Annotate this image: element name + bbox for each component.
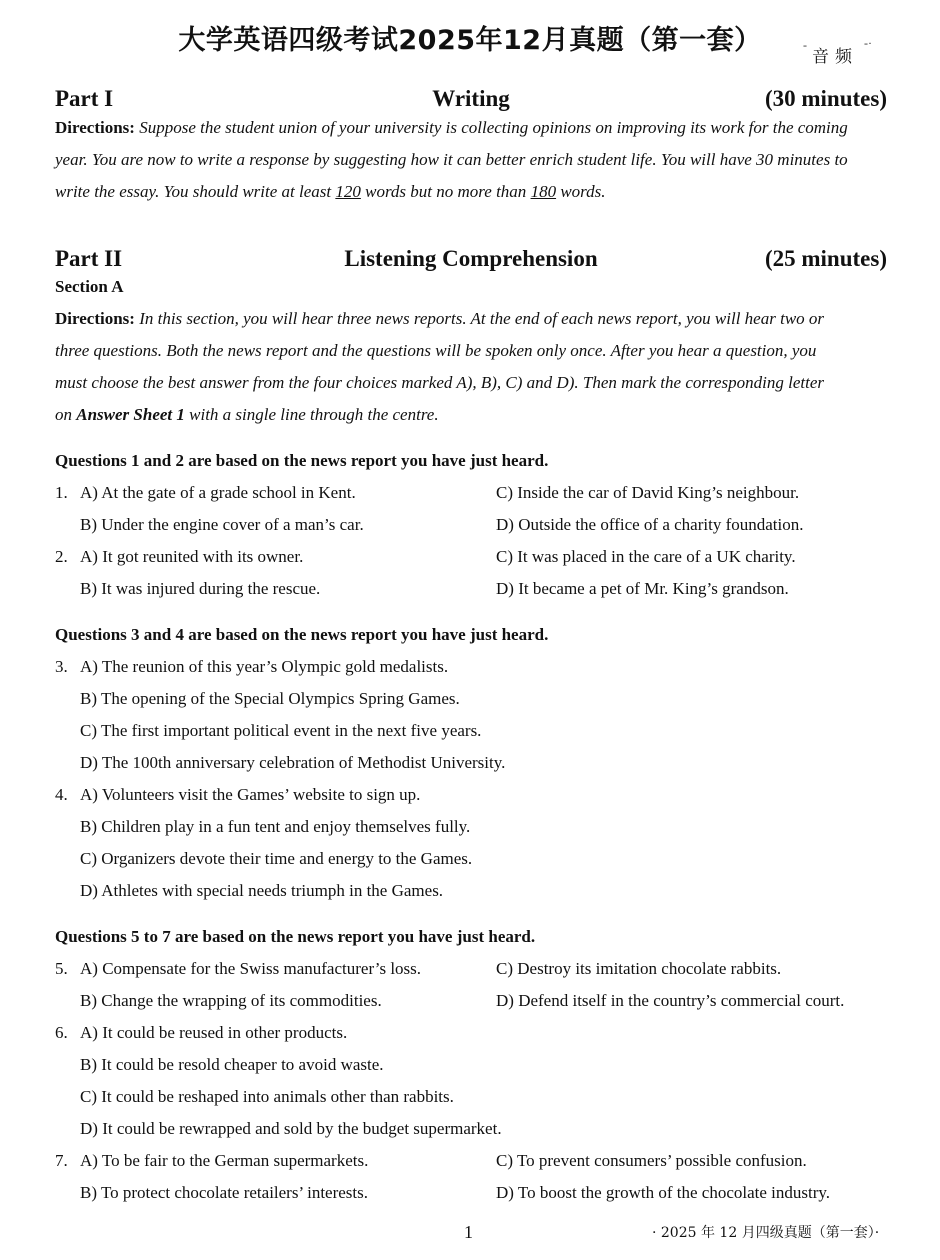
option-b[interactable]: B) Children play in a fun tent and enjoy themselves fully. <box>80 817 471 836</box>
question-number: 6. <box>55 1023 68 1042</box>
directions-text: must choose the best answer from the four choices marked A), B), C) and D). Then mark the corresponding letter <box>55 373 824 392</box>
part-1-label: Part I <box>55 86 114 111</box>
option-b[interactable]: B) It was injured during the rescue. <box>80 579 321 598</box>
directions-text: write the essay. You should write at least <box>55 182 336 201</box>
option-a[interactable]: A) Compensate for the Swiss manufacturer’s loss. <box>80 959 422 978</box>
question-group-heading: Questions 5 to 7 are based on the news report you have just heard. <box>55 927 536 946</box>
option-a[interactable]: A) At the gate of a grade school in Kent. <box>80 483 356 502</box>
option-a[interactable]: A) It got reunited with its owner. <box>80 547 304 566</box>
option-b[interactable]: B) Under the engine cover of a man’s car. <box>80 515 364 534</box>
directions-text: In this section, you will hear three news reports. At the end of each news report, you will hear two or <box>139 309 825 328</box>
directions-text: with a single line through the centre. <box>184 405 439 424</box>
option-c[interactable]: C) It was placed in the care of a UK charity. <box>496 547 796 566</box>
option-c[interactable]: C) To prevent consumers’ possible confusion. <box>496 1151 807 1170</box>
part-2-header <box>55 246 887 276</box>
section-a-label: Section A <box>55 277 124 296</box>
option-c[interactable]: C) It could be reshaped into animals other than rabbits. <box>80 1087 454 1106</box>
directions-text: year. You are now to write a response by suggesting how it can better enrich student life. You will have 30 minutes to <box>55 150 848 169</box>
option-d[interactable]: D) Defend itself in the country’s commercial court. <box>496 991 845 1010</box>
option-b[interactable]: B) The opening of the Special Olympics Spring Games. <box>80 689 460 708</box>
question-group-heading: Questions 3 and 4 are based on the news report you have just heard. <box>55 625 549 644</box>
question-number: 3. <box>55 657 68 676</box>
question-number: 5. <box>55 959 68 978</box>
question-number: 1. <box>55 483 68 502</box>
option-d[interactable]: D) To boost the growth of the chocolate industry. <box>496 1183 831 1202</box>
option-c[interactable]: C) Destroy its imitation chocolate rabbits. <box>496 959 782 978</box>
option-b[interactable]: B) It could be resold cheaper to avoid waste. <box>80 1055 384 1074</box>
option-c[interactable]: C) Organizers devote their time and energy to the Games. <box>80 849 473 868</box>
part-2-time: (25 minutes) <box>764 246 887 271</box>
min-words: 120 <box>335 182 361 201</box>
option-d[interactable]: D) Athletes with special needs triumph in the Games. <box>80 881 444 900</box>
option-b[interactable]: B) Change the wrapping of its commodities. <box>80 991 382 1010</box>
page-number: 1 <box>464 1222 473 1242</box>
audio-decoration: - <box>803 38 807 52</box>
directions-text: words but no more than <box>360 182 531 201</box>
option-a[interactable]: A) Volunteers visit the Games’ website to sign up. <box>80 785 421 804</box>
option-d[interactable]: D) Outside the office of a charity foundation. <box>496 515 804 534</box>
part-2-directions <box>55 303 887 431</box>
option-a[interactable]: A) It could be reused in other products. <box>80 1023 348 1042</box>
option-a[interactable]: A) The reunion of this year’s Olympic gold medalists. <box>80 657 449 676</box>
question-number: 7. <box>55 1151 68 1170</box>
part-2-label: Part II <box>55 246 123 271</box>
option-a[interactable]: A) To be fair to the German supermarkets. <box>80 1151 369 1170</box>
option-d[interactable]: D) It could be rewrapped and sold by the budget supermarket. <box>80 1119 502 1138</box>
directions-text: three questions. Both the news report and the questions will be spoken only once. After you hear a question, you <box>55 341 817 360</box>
option-b[interactable]: B) To protect chocolate retailers’ interests. <box>80 1183 369 1202</box>
part-2-name: Listening Comprehension <box>344 246 598 271</box>
directions-label: Directions: <box>55 118 135 137</box>
max-words: 180 <box>530 182 557 201</box>
option-c[interactable]: C) The first important political event in the next five years. <box>80 721 482 740</box>
page-title: 大学英语四级考试2025年12月真题（第一套） <box>178 25 762 56</box>
option-d[interactable]: D) The 100th anniversary celebration of Methodist University. <box>80 753 506 772</box>
question-number: 4. <box>55 785 68 804</box>
part-1-time: (30 minutes) <box>764 86 887 111</box>
directions-text: Suppose the student union of your university is collecting opinions on improving its work for the coming <box>139 118 848 137</box>
part-1-directions <box>55 112 887 208</box>
directions-text: on <box>55 405 77 424</box>
audio-decoration: -· <box>864 36 872 50</box>
directions-label: Directions: <box>55 309 135 328</box>
question-number: 2. <box>55 547 68 566</box>
footer-label: · 2025 年 12 月四级真题（第一套）· <box>652 1225 880 1241</box>
question-group-heading: Questions 1 and 2 are based on the news report you have just heard. <box>55 451 549 470</box>
option-d[interactable]: D) It became a pet of Mr. King’s grandson. <box>496 579 789 598</box>
audio-label[interactable]: 音频 <box>812 47 858 67</box>
directions-text: words. <box>556 182 606 201</box>
answer-sheet-label: Answer Sheet 1 <box>76 405 185 424</box>
option-c[interactable]: C) Inside the car of David King’s neighbour. <box>496 483 800 502</box>
part-1-name: Writing <box>432 86 510 111</box>
